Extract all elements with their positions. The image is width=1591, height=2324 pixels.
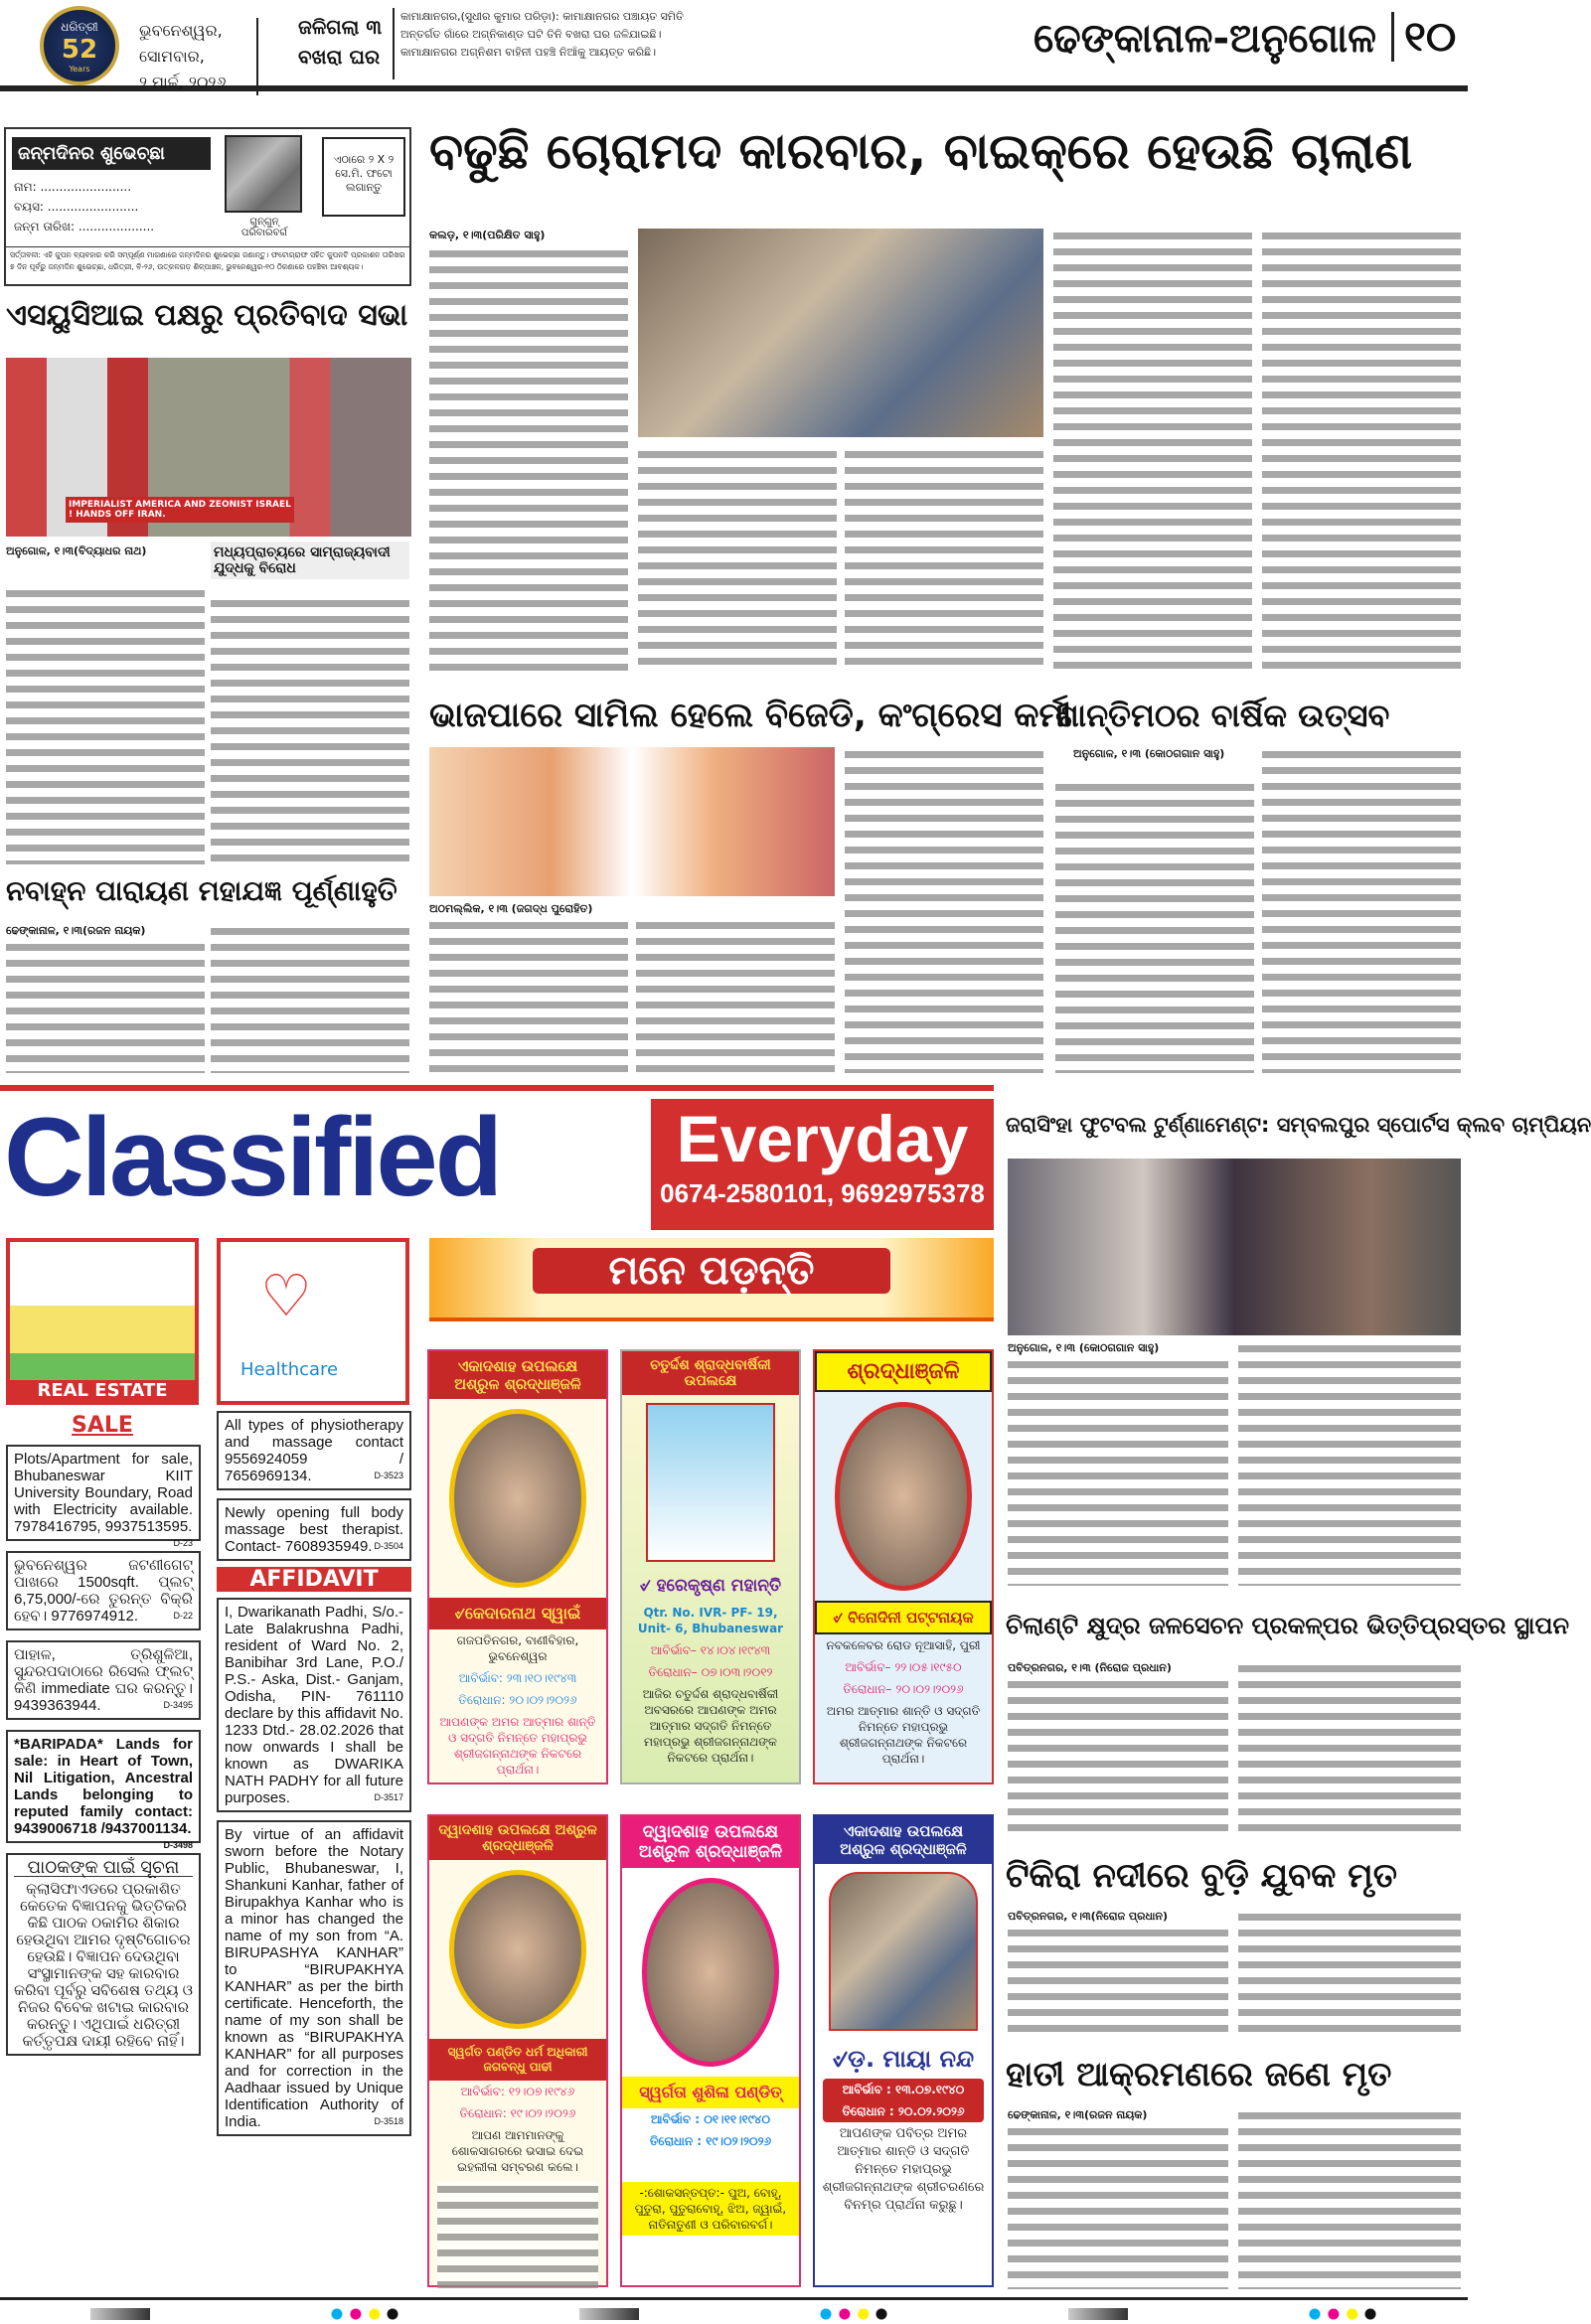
memorial-photo <box>449 1409 587 1588</box>
ad-text: ଭୁବନେଶ୍ୱର ଜଟଣୀଗେଟ୍ ପାଖରେ 1500sqft. ପ୍ଲଟ୍ 6,75,000/-ରେ ତୁରନ୍ତ ବିକ୍ରି ହେବ। 9776974912. <box>14 1557 193 1625</box>
nabahna-body-2 <box>211 924 409 1073</box>
classified-right-column <box>217 1411 411 2136</box>
memorial-heading: ଏକାଦଶାହ ଉପଲକ୍ଷେ ଅଶ୍ରୁଳ ଶ୍ରଦ୍ଧାଞ୍ଜଳି <box>429 1351 606 1399</box>
age-label: ବୟସ: <box>14 200 44 214</box>
heartbeat-icon: ♡ <box>260 1262 312 1329</box>
nabahna-headline: ନବାହ୍ନ ପାରାୟଣ ମହାଯଜ୍ଞ ପୂର୍ଣ୍ଣାହୁତି <box>6 874 398 907</box>
memorial-message: ଅମର ଆତ୍ମାର ଶାନ୍ତି ଓ ସଦ୍‌ଗତି ନିମନ୍ତେ ମହାପ୍ରଭୁ ଶ୍ରୀଜଗନ୍ନାଥଙ୍କ ନିକଟରେ ପ୍ରାର୍ଥନା। <box>826 1704 981 1766</box>
memorial-photo <box>835 1402 973 1591</box>
ad-code: D-3523 <box>374 1471 403 1480</box>
registration-mark <box>1068 2308 1128 2320</box>
elephant-body-2 <box>1238 2108 1461 2289</box>
football-headline: ଜରାସିଂହା ଫୁଟବଲ ଟୁର୍ଣ୍ଣାମେଣ୍ଟ: ସମ୍ବଲପୁର ସ୍ପୋର୍ଟସ କ୍ଲବ ଚାମ୍ପିୟନ <box>1006 1113 1591 1137</box>
issue-date: ୨ ମାର୍ଚ୍ଚ, ୨୦୨୬ <box>139 73 227 91</box>
memorial-photo <box>646 1403 775 1562</box>
lead-photo-bike <box>638 229 1043 437</box>
memorial-message: ଆଜିର ଚତୁର୍ଦ୍ଦଶ ଶ୍ରାଦ୍ଧବାର୍ଷିକୀ ଅବସରରେ ଆପଣଙ୍କ ଅମର ଆତ୍ମାର ସଦ୍‌ଗତି ନିମନ୍ତେ ମହାପ୍ରଭୁ ଶ୍ରୀଜଗନ୍ନାଥଙ୍କ ନିକଟରେ ପ୍ରାର୍ଥନା। <box>642 1687 779 1765</box>
anniversary-logo <box>40 6 119 85</box>
everyday-label: Everyday <box>676 1102 969 1175</box>
memorial-death: ତିରୋଧାନ: ୧୯।୦୨।୨୦୨୬ <box>459 2106 576 2120</box>
ad-text: By virtue of an affidavit sworn before the Notary Public, Bhubaneswar, I, Shankuni Kanhar, father of Birupakhya Kanhar who is a minor has changed the name of my son from “A. BIRUPASHYA KANHAR” to “BIRUPAKHYA KANHAR” as per the birth certificate. Henceforth, the name of my son shall be known as “BIRUPAKHYA KANHAR” for all purposes and for correction in the Aadhaar issued by Unique Identification Authority of India. <box>225 1826 403 2130</box>
shanti-body-2 <box>1262 747 1461 1073</box>
memorial-heading: ଶ୍ରଦ୍ଧାଞ୍ଜଳି <box>815 1351 992 1392</box>
coupon-fields <box>14 177 213 236</box>
logo-name: ଧରିତ୍ରୀ <box>61 20 98 34</box>
registration-mark <box>579 2308 639 2320</box>
memorial-birth: ଆବିର୍ଭାବ: ୧୨।୦୭।୧୯୪୬ <box>460 2085 575 2098</box>
suci-body-1 <box>6 586 205 864</box>
child-name: ଗୁନ୍‌ଗୁନ୍ <box>249 217 279 228</box>
memorial-card <box>427 1349 608 1784</box>
notice-text: କ୍ଲାସିଫାଏଡରେ ପ୍ରକାଶିତ କେତେକ ବିଜ୍ଞାପନକୁ ଭିତ୍ତିକରି କିଛି ପାଠକ ଠକାମିର ଶିକାର ହେଉଥିବା ଆମର ଦୃଷ୍ଟିଗୋଚର ହେଉଛି। ବିଜ୍ଞାପନ ଦେଉଥିବା ସଂସ୍ଥାମାନଙ୍କ ସହ କାରବାର କରିବା ପୂର୍ବରୁ ସବିଶେଷ ତଥ୍ୟ ଓ ନିଜର ବିବେକ ଖଟାଇ କାରବାର କରନ୍ତୁ। ଏଥିପାଇଁ ଧରିତ୍ରୀ କର୍ତ୍ତୃପକ୍ଷ ଦାୟୀ ରହିବେ ନାହିଁ। <box>14 1881 193 2050</box>
memorial-death: ତିରୋଧାନ– ୦୭।୦୩।୨୦୧୨ <box>648 1665 773 1679</box>
ad-text: ପାହାଳ, ତ୍ରିଶୁଳିଆ, ସୁନ୍ଦରପଦାଠାରେ ରିସେଲ ଫ୍ଲଟ୍ କିଣି immediate ଘର କରନ୍ତୁ। 9439363944. <box>14 1646 193 1714</box>
coupon-title: ଜନ୍ମଦିନର ଶୁଭେଚ୍ଛା <box>12 137 211 170</box>
cmyk-dots <box>1308 2308 1377 2320</box>
memorial-heading: ଦ୍ୱାଦଶାହ ଉପଲକ୍ଷେ ଅଶ୍ରୁଳ ଶ୍ରଦ୍ଧାଞ୍ଜଳି <box>429 1816 606 1860</box>
sale-heading: SALE <box>72 1413 133 1438</box>
elephant-body-1 <box>1008 2124 1228 2289</box>
shanti-body-1 <box>1055 780 1254 1073</box>
ad-code: D-3517 <box>374 1792 403 1802</box>
suci-subhead: ମଧ୍ୟପ୍ରାଚ୍ୟରେ ସାମ୍ରାଜ୍ୟବାଦୀ ଯୁଦ୍ଧକୁ ବିରୋଧ <box>211 542 409 579</box>
memorial-message: ଆପଣଙ୍କ ପବିତ୍ର ଅମର ଆତ୍ମାର ଶାନ୍ତି ଓ ସଦ୍‌ଗତି ନିମନ୍ତେ ମହାପ୍ରଭୁ ଶ୍ରୀଜଗନ୍ନାଥଙ୍କ ଶ୍ରୀଚରଣରେ ବିନମ୍ର ପ୍ରାର୍ଥନା କରୁଛୁ। <box>822 2126 985 2213</box>
ad-text: Plots/Apartment for sale, Bhubaneswar KIIT University Boundary, Road with Electricity available. 7978416795, 9937513595. <box>14 1451 193 1535</box>
ad-code: D-23 <box>173 1538 193 1548</box>
memorial-message: ଆପଣଙ୍କ ଅମର ଆତ୍ମାର ଶାନ୍ତି ଓ ସଦ୍‌ଗତି ନିମନ୍ତେ ମହାପ୍ରଭୁ ଶ୍ରୀଜଗନ୍ନାଥଙ୍କ ନିକଟରେ ପ୍ରାର୍ଥନା। <box>439 1715 596 1777</box>
river-dateline: ପବିତ୍ରନଗର, ୧।୩(ନିରୋଜ ପ୍ରଧାନ) <box>1008 1910 1169 1923</box>
memorial-message: -:ଶୋକସନ୍ତପ୍ତ:- ପୁଅ, ବୋହୂ, ପୁତୁରା, ପୁତୁରାବୋହୂ, ଝିଅ, ଜ୍ୱାଇଁ, ନାତିନାତୁଣୀ ଓ ପରିବାରବର୍ଗ। <box>622 2182 799 2236</box>
river-headline: ଟିକିରା ନଦୀରେ ବୁଡ଼ି ଯୁବକ ମୃତ <box>1006 1856 1397 1896</box>
nabahna-body-1 <box>6 940 205 1073</box>
reader-notice <box>6 1853 201 2056</box>
football-dateline: ଅନୁଗୋଳ, ୧।୩ (କୋଠଗଗାନ ସାହୁ) <box>1008 1341 1160 1354</box>
affidavit-ad <box>217 1820 411 2136</box>
memorial-address: Qtr. No. IVR- PF- 19, Unit- 6, Bhubaneswar <box>637 1606 784 1635</box>
ad-code: D-3495 <box>163 1700 193 1710</box>
name-field[interactable]: ନାମ: ........................ <box>14 180 132 194</box>
lead-body-col3 <box>845 447 1043 674</box>
dateline <box>139 18 258 95</box>
memorial-birth: ଆବିର୍ଭାବ– ୧୪।୦୪।୧୯୪୩ <box>650 1643 771 1657</box>
memorial-name: ୰ଡ଼. ମାୟା ନନ୍ଦ <box>832 2045 975 2073</box>
affidavit-heading: AFFIDAVIT <box>217 1567 411 1592</box>
healthcare-label: Healthcare <box>240 1359 339 1380</box>
lead-body-col4 <box>1053 229 1252 674</box>
ad-code: D-3504 <box>374 1541 403 1551</box>
memorial-heading: ଦ୍ୱାଦଶାହ ଉପଲକ୍ଷେ ଅଶ୍ରୁଳ ଶ୍ରଦ୍ଧାଞ୍ଜଳି <box>622 1816 799 1868</box>
child-photo <box>225 135 302 213</box>
notice-title: ପାଠକଙ୍କ ପାଇଁ ସୂଚନା <box>14 1859 193 1877</box>
memorial-photo <box>642 1878 780 2067</box>
classified-ad <box>6 1730 201 1850</box>
classified-ad <box>6 1551 201 1630</box>
memorial-photo <box>829 1872 978 2031</box>
elephant-dateline: ଢେଙ୍କାନାଳ, ୧।୩(ରଜନ ନାୟକ) <box>1008 2108 1148 2121</box>
memorial-card <box>427 1814 608 2287</box>
everyday-box <box>651 1099 994 1230</box>
football-body-2 <box>1238 1341 1461 1586</box>
name-label: ନାମ: <box>14 180 37 194</box>
bjp-body-3 <box>845 747 1043 1073</box>
ad-code: D-3498 <box>163 1840 193 1850</box>
classified-ad <box>217 1498 411 1561</box>
lead-body-col5 <box>1262 229 1461 674</box>
memorial-birth: ଆବିର୍ଭାବ : ୧୩.୦୭.୧୯୪୦ <box>842 2083 965 2096</box>
memorial-card <box>620 1349 801 1784</box>
ad-code: D-22 <box>173 1611 193 1621</box>
memorial-title: ମନେ ପଡ଼ନ୍ତି <box>533 1248 890 1294</box>
lead-dateline: କଲଡ଼, ୧।୩(ପରିକ୍ଷିତ ସାହୁ) <box>429 229 546 241</box>
lead-body-col2 <box>638 447 837 674</box>
teaser-title: ଜଳିଗଲା ୩ ବଖରା ଘର <box>298 15 383 69</box>
nabahna-dateline: ଢେଙ୍କାନାଳ, ୧।୩(ରଜନ ନାୟକ) <box>6 924 146 937</box>
classified-ad <box>217 1411 411 1490</box>
classified-phones[interactable]: 0674-2580101, 9692975378 <box>660 1178 985 1208</box>
memorial-card <box>620 1814 801 2287</box>
protest-banner: IMPERIALIST AMERICA AND ZEONIST ISRAEL ! HANDS OFF IRAN. <box>66 497 294 523</box>
memorial-birth: ଆବିର୍ଭାବ– ୨୨।୦୫।୧୯୫୦ <box>845 1660 962 1674</box>
memorial-death: ତିରୋଧାନ– ୨୦।୦୨।୨୦୨୬ <box>843 1682 964 1696</box>
classified-ad <box>6 1640 201 1720</box>
memorial-banner <box>429 1238 994 1321</box>
section-title: ଢେଙ୍କାନାଳ-ଅନୁଗୋଳ <box>1034 16 1377 62</box>
memorial-birth: ଆବିର୍ଭାବ: ୨୩।୧୦।୧୯୪୩ <box>458 1671 577 1685</box>
memorial-birth: ଆବିର୍ଭାବ : ୦୧।୧୧।୧୯୪୦ <box>650 2112 771 2126</box>
teaser-text: କାମାକ୍ଷାନଗର,(ସୁଧୀର କୁମାର ପରିଡ଼ା): କାମାକ୍ଷାନଗର ପଞ୍ଚାୟତ ସମିତି ଅନ୍ତର୍ଗତ ଗାଁରେ ଅଗ୍ନିକାଣ୍ଡ ଘଟି ତିନି ବଖରା ଘର ଜଳିଯାଇଛି। କାମାକ୍ଷାନଗର ଅଗ୍ନିଶମ ବାହିନୀ ପହଞ୍ଚି ନିଆଁକୁ ଆୟତ୍ତ କରିଛି। <box>393 8 720 79</box>
bottom-rule <box>0 2297 1468 2300</box>
memorial-death: ତିରୋଧାନ: ୨୦।୦୨।୨୦୨୬ <box>458 1693 577 1707</box>
mourners-list <box>437 2182 598 2291</box>
memorial-heading: ଏକାଦଶାହ ଉପଲକ୍ଷେ ଅଶ୍ରୁଳ ଶ୍ରଦ୍ଧାଞ୍ଜଳି <box>815 1816 992 1864</box>
ad-text: *BARIPADA* Lands for sale: in Heart of Town, Nil Litigation, Ancestral Lands belonging to reputed family contact: 9439006718 /9437001134. <box>14 1736 193 1837</box>
memorial-card <box>813 1814 994 2287</box>
shanti-dateline: ଅନୁଗୋଳ, ୧।୩ (କୋଠଗଗାନ ସାହୁ) <box>1073 747 1225 760</box>
football-body-1 <box>1008 1357 1228 1586</box>
irrigation-headline: ଚିଲାଣ୍ଟି କ୍ଷୁଦ୍ର ଜଳସେଚନ ପ୍ରକଳ୍ପର ଭିତ୍ତିପ୍ରସ୍ତର ସ୍ଥାପନ <box>1006 1612 1570 1639</box>
memorial-death: ତିରୋଧାନ : ୨୦.୦୨.୨୦୨୬ <box>842 2104 965 2118</box>
ad-code: D-3518 <box>374 2116 403 2126</box>
dob-label: ଜନ୍ମ ତାରିଖ: <box>14 220 76 233</box>
ad-text: I, Dwarikanath Padhi, S/o.- Late Balakrushna Padhi, resident of Ward No. 2, Banibihar 3rd Lane, P.O./ P.S.- Aska, Dist.- Ganjam, Odisha, PIN- 761110 declare by this affidavit No. 1233 Dtd.- 28.02.2026 that now onwards I shall be known as DWARIKA NATH PADHY for all future purposes. <box>225 1604 403 1806</box>
irrigation-body-2 <box>1238 1661 1461 1836</box>
suci-dateline: ଅନୁଗୋଳ, ୧।୩(ବିଦ୍ୟାଧର ନାଥ) <box>6 544 147 557</box>
real-estate-card <box>6 1238 199 1405</box>
shanti-headline: ଶାନ୍ତିମଠର ବାର୍ଷିକ ଉତ୍ସବ <box>1055 697 1390 734</box>
classified-left-column <box>6 1445 201 2056</box>
ad-text: All types of physiotherapy and massage contact 9556924059 / 7656969134. <box>225 1417 403 1484</box>
logo-years-label: Years <box>69 65 90 74</box>
cmyk-dots <box>819 2308 888 2320</box>
page-number: ୧୦ <box>1391 12 1456 62</box>
coupon-terms: ସର୍ତ୍ତାବଳୀ: ଏହି କୁପନ ବ୍ୟବହାର କରି ସମ୍ପୂର୍ଣ୍ଣ ମାଗଣାରେ ଜନ୍ମଦିନର ଶୁଭେଚ୍ଛା ଜଣାନ୍ତୁ। ଫଟୋଗ୍ରାଫ ସହିତ କୁପନଟି ପ୍ରକାଶନ ତାରିଖର ୭ ଦିନ ପୂର୍ବରୁ ଜନ୍ମଦିନ ଶୁଭେଚ୍ଛା, ଧରିତ୍ରୀ, ବି-୨୬, ଉତ୍କଳଗଡ଼ ଶିଳ୍ପାଞ୍ଚଳ, ଭୁବନେଶ୍ୱର-୧୦ ଠିକଣାରେ ପହଞ୍ଚିବା ଆବଶ୍ୟକ। <box>6 246 409 284</box>
memorial-name: ୰ ହରେକୃଷ୍ଣ ମହାନ୍ତି <box>639 1576 782 1596</box>
memorial-dates <box>823 2079 984 2122</box>
bjp-body-1 <box>429 918 628 1073</box>
river-body-2 <box>1238 1910 1461 2035</box>
print-registration-marks <box>0 2306 1468 2322</box>
football-photo <box>1008 1159 1461 1335</box>
river-body-1 <box>1008 1926 1228 2035</box>
dob-field[interactable]: ଜନ୍ମ ତାରିଖ: .................... <box>14 220 155 233</box>
memorial-message: ଆପଣ ଆମମାନଙ୍କୁ ଶୋକସାଗରରେ ଭସାଇ ଦେଇ ଇହଲୀଳା ସମ୍ବରଣ କଲେ। <box>451 2128 584 2174</box>
bjp-headline: ଭାଜପାରେ ସାମିଲ ହେଲେ ବିଜେଡି, କଂଗ୍ରେସ କର୍ମୀ <box>429 696 1072 735</box>
masthead <box>0 0 1468 91</box>
memorial-name: ୰କେଦାରନାଥ ସ୍ୱାଇଁ <box>429 1598 606 1629</box>
bjp-dateline: ଅଠମଲ୍ଲିକ, ୧।୩ (ଜଗଦ୍ଧ ପୁରୋହିତ) <box>429 902 593 915</box>
section-divider <box>0 1085 994 1091</box>
lead-headline: ବଢୁଛି ଚୋରାମଦ କାରବାର, ବାଇକ୍‌ରେ ହେଉଛି ଚାଲାଣ <box>429 122 1413 180</box>
healthcare-card <box>217 1238 409 1405</box>
memorial-name: ସ୍ୱର୍ଗତା ଶୁଶିଳା ପଣ୍ଡିତ୍ <box>622 2077 799 2108</box>
memorial-name: ସ୍ୱର୍ଗତ ପଣ୍ଡିତ ଧର୍ମ ଅଧିକାରୀ ଜଗବନ୍ଧୁ ପାଢୀ <box>429 2039 606 2081</box>
bjp-body-2 <box>636 918 835 1073</box>
age-field[interactable]: ବୟସ: ........................ <box>14 200 139 214</box>
elephant-headline: ହାତୀ ଆକ୍ରମଣରେ ଜଣେ ମୃତ <box>1006 2055 1392 2094</box>
suci-headline: ଏସୟୁସିଆଇ ପକ୍ଷରୁ ପ୍ରତିବାଦ ସଭା <box>6 298 408 333</box>
memorial-address: ଗଜପତିନଗର, ବାଣୀବିହାର, ଭୁବନେଶ୍ୱର <box>456 1633 579 1663</box>
ad-text: Newly opening full body massage best therapist. Contact- 7608935949. <box>225 1504 403 1555</box>
real-estate-label: REAL ESTATE <box>10 1380 195 1401</box>
place-day: ଭୁବନେଶ୍ୱର, ସୋମବାର, <box>139 21 223 66</box>
lead-body-col1 <box>429 246 628 674</box>
bjp-photo <box>429 747 835 896</box>
memorial-card <box>813 1349 994 1784</box>
suci-body-2 <box>211 596 409 864</box>
memorial-name: ୰ ବିନୋଦିନୀ ପଟ୍ଟନାୟକ <box>815 1601 992 1634</box>
memorial-heading: ଚତୁର୍ଦ୍ଦଶ ଶ୍ରାଦ୍ଧବାର୍ଷିକୀ ଉପଲକ୍ଷେ <box>622 1351 799 1395</box>
child-family: ପରିବାରବର୍ଗ <box>240 228 288 238</box>
cmyk-dots <box>330 2308 399 2320</box>
irrigation-body-1 <box>1008 1677 1228 1836</box>
registration-mark <box>90 2308 150 2320</box>
classified-ad <box>6 1445 201 1548</box>
photo-placeholder[interactable]: ଏଠାରେ ୨ X ୨ ସେ.ମି. ଫଟୋ ଲଗାନ୍ତୁ <box>322 137 405 217</box>
classified-title: Classified <box>4 1095 501 1219</box>
logo-years: 52 <box>61 35 98 65</box>
memorial-photo <box>449 1870 587 2029</box>
memorial-death: ତିରୋଧାନ : ୧୯।୦୨।୨୦୨୬ <box>649 2134 772 2148</box>
affidavit-ad <box>217 1598 411 1812</box>
irrigation-dateline: ପବିତ୍ରନଗର, ୧।୩ (ନିରୋଜ ପ୍ରଧାନ) <box>1008 1661 1172 1674</box>
birthday-coupon <box>4 127 411 286</box>
child-caption <box>217 217 312 238</box>
memorial-address: ନବକଳେବର ରୋଡ ନୂଆସାହି, ପୁରୀ <box>826 1638 981 1652</box>
suci-photo <box>6 358 411 537</box>
